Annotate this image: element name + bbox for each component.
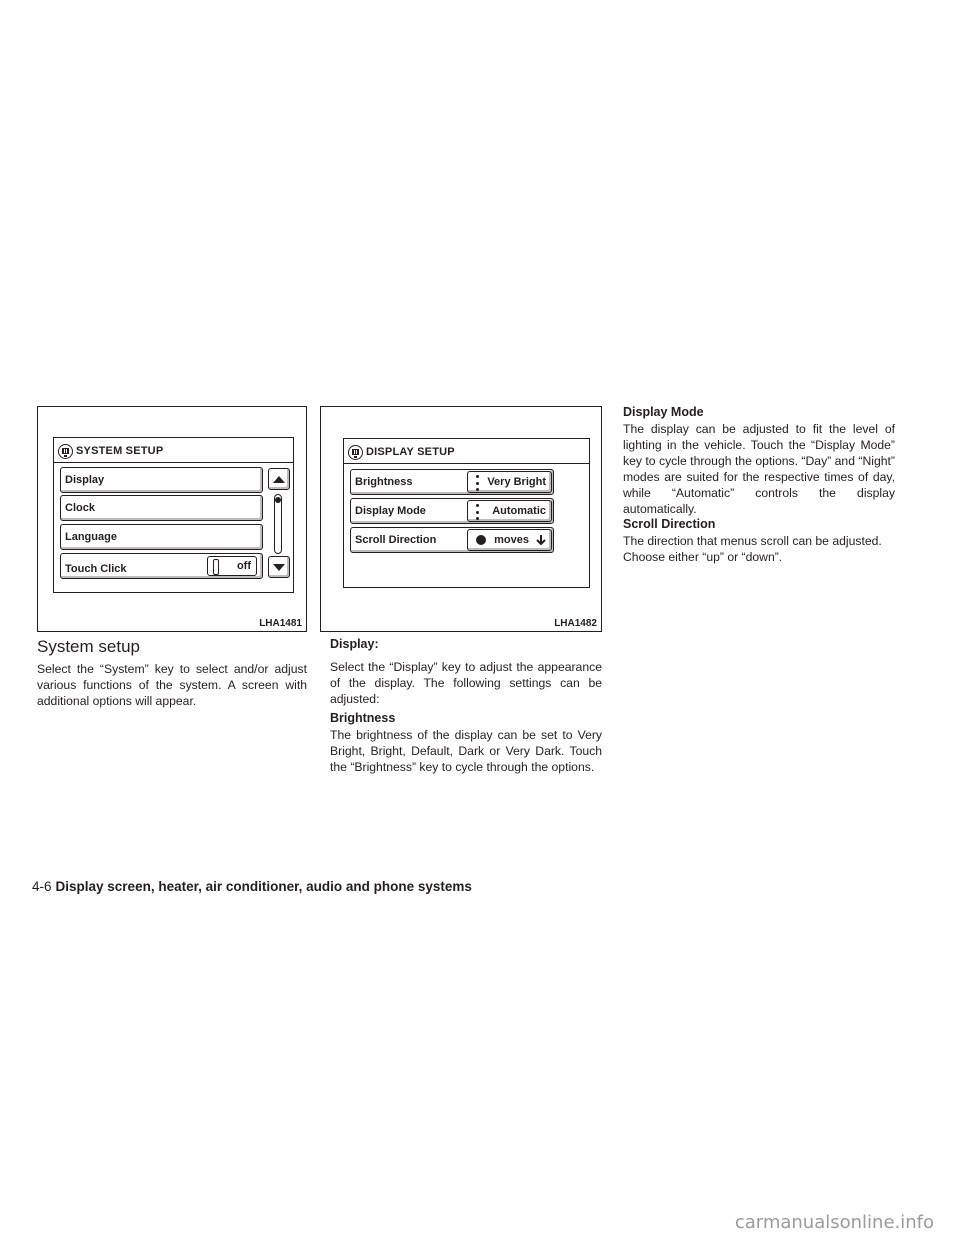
setting-label: Display Mode [355,505,426,517]
subheading-scroll-direction: Scroll Direction [623,517,716,531]
system-setup-screen [53,437,294,593]
scroll-track[interactable] [274,494,282,554]
figure-caption: LHA1482 [554,618,597,629]
display-setup-title-text: DISPLAY SETUP [366,446,455,458]
scroll-thumb[interactable] [275,497,281,503]
subheading-display-mode: Display Mode [623,405,704,419]
menu-item-label: Touch Click [65,563,127,575]
paragraph-scroll-direction: The direction that menus scroll can be adjusted. Choose either “up” or “down”. [623,534,882,564]
paragraph-brightness: The brightness of the display can be set to Very Bright, Bright, Default, Dark or Very Dark. Touch the “Brightness” key to cycle through the options. [330,728,602,774]
setting-row-display-mode[interactable] [350,498,554,524]
arrow-down-icon [273,564,285,571]
setting-row-scroll-direction[interactable] [350,527,554,553]
toggle-indicator [213,559,219,575]
level-dots-icon [476,504,479,520]
system-setup-title-text: SYSTEM SETUP [76,445,164,457]
menu-item-label: Display [65,474,105,486]
scroll-up-button[interactable] [268,468,290,490]
menu-item-clock[interactable] [60,495,263,521]
touch-click-value: off [236,560,251,572]
display-mode-value: Automatic [492,505,546,517]
display-mode-value-box[interactable] [467,500,552,522]
level-dots-icon [476,475,479,491]
figure-caption: LHA1481 [259,618,302,629]
setting-label: Scroll Direction [355,534,437,546]
menu-item-label: Clock [65,502,95,514]
scroll-direction-value-box[interactable] [467,529,552,551]
subheading-display: Display: [330,637,379,651]
scroll-down-button[interactable] [268,556,290,578]
setting-row-brightness[interactable] [350,469,554,495]
section-heading-system-setup: System setup [37,637,140,656]
paragraph-display: Select the “Display” key to adjust the appearance of the display. The following settings can be adjusted: [330,660,602,706]
brightness-value-box[interactable] [467,471,552,493]
display-setup-title [348,443,455,461]
menu-item-touch-click[interactable] [60,553,263,579]
page-footer [32,879,472,894]
paragraph-system-setup: Select the “System” key to select and/or adjust various functions of the system. A screen with additional options will appear. [37,662,307,708]
figure-system-setup [37,406,307,632]
paragraph-display-mode: The display can be adjusted to fit the level of lighting in the vehicle. Touch the “Display Mode” key to cycle through the options. “Day” and “Night” modes are suited for the respective times of day, while “Automatic” controls the display automatically. [623,422,895,516]
touch-click-toggle[interactable] [207,556,257,576]
settings-screen-icon [348,445,363,460]
watermark-text: carmanualsonline.info [734,1212,934,1233]
page-number: 4-6 [32,879,52,894]
chapter-title: Display screen, heater, air conditioner, audio and phone systems [55,879,472,894]
brightness-value: Very Bright [487,476,546,488]
scroll-knob-icon [476,535,486,545]
subheading-brightness: Brightness [330,711,396,725]
arrow-down-icon [535,534,547,546]
scroll-direction-value: moves [494,534,529,546]
arrow-up-icon [273,476,285,483]
menu-item-language[interactable] [60,524,263,550]
setting-label: Brightness [355,476,413,488]
system-setup-title [58,442,163,460]
menu-item-display[interactable] [60,467,263,493]
menu-item-label: Language [65,531,117,543]
figure-display-setup [320,406,602,632]
display-setup-screen [343,438,590,588]
settings-screen-icon [58,444,73,459]
